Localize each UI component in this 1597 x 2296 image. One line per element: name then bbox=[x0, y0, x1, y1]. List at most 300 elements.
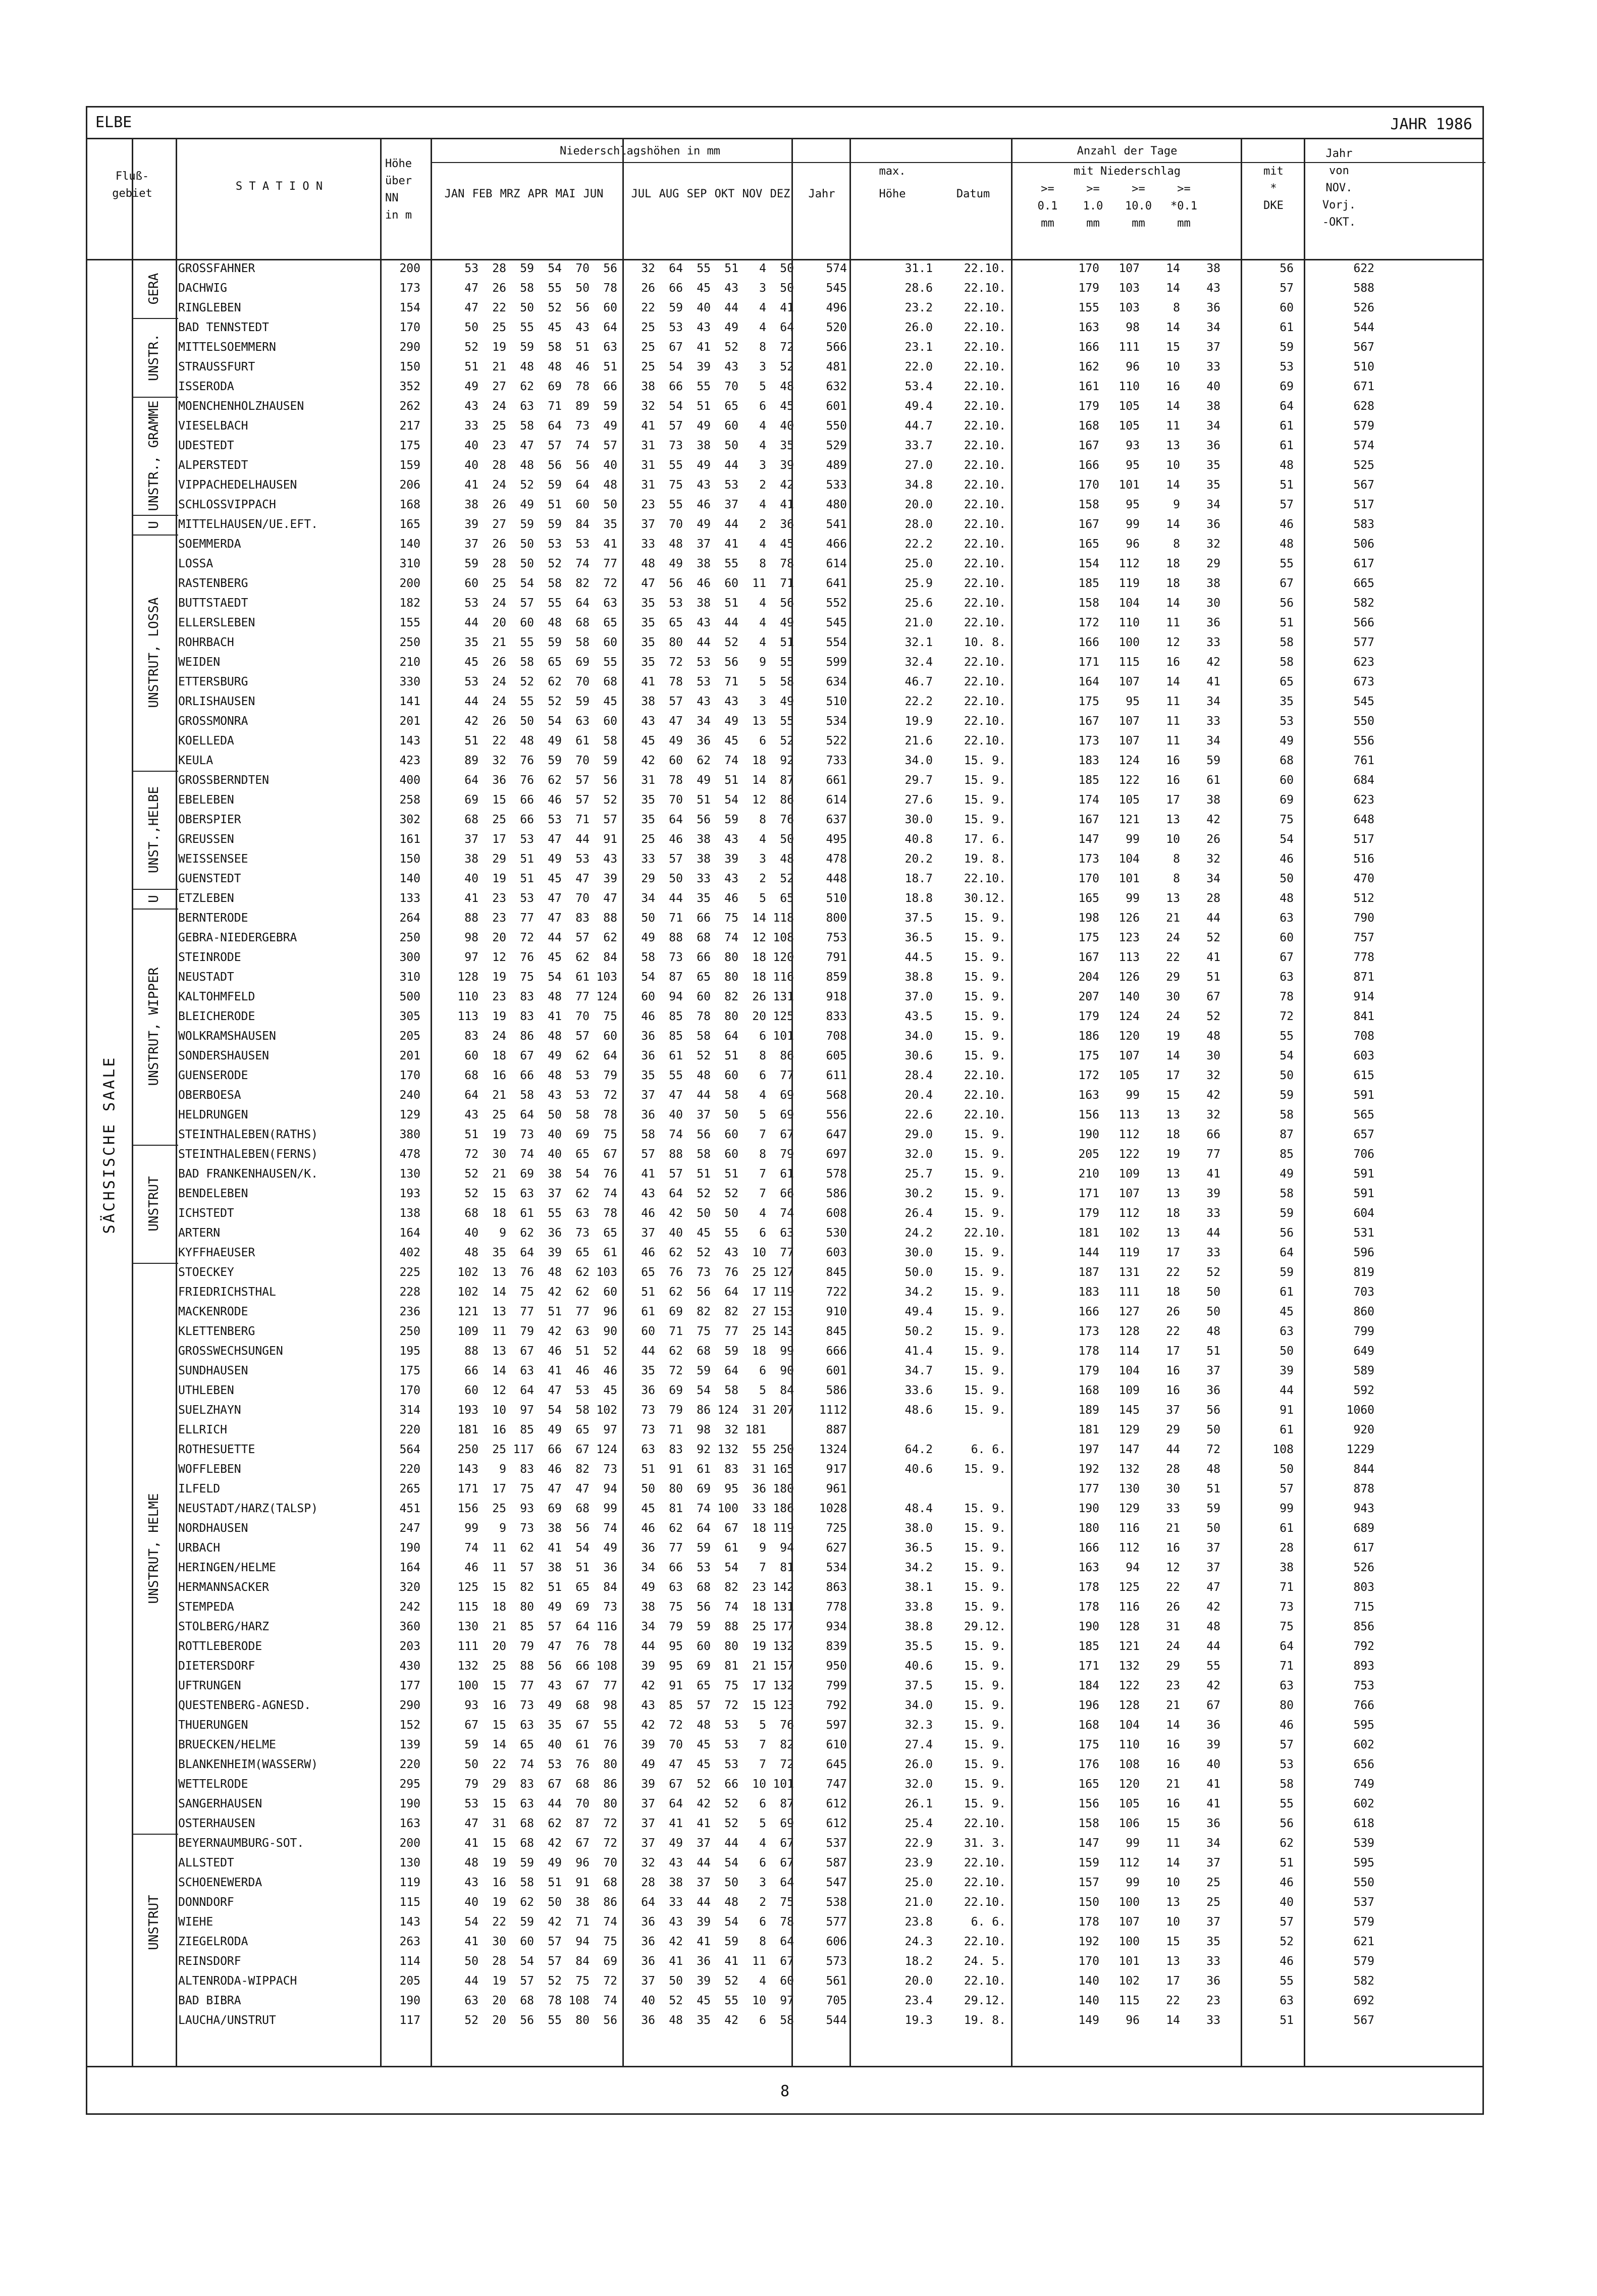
month-cell-1: 15 bbox=[492, 1837, 506, 1850]
month-cell-8: 58 bbox=[697, 1148, 711, 1161]
month-cell-9: 43 bbox=[724, 833, 738, 846]
month-cell-10: 4 bbox=[759, 262, 766, 275]
month-cell-4: 59 bbox=[575, 695, 590, 708]
month-cell-1: 16 bbox=[492, 1699, 506, 1712]
month-cell-3: 57 bbox=[548, 1620, 562, 1633]
month-cell-1: 19 bbox=[492, 1010, 506, 1023]
month-cell-5: 98 bbox=[603, 1699, 617, 1712]
month-cell-2: 67 bbox=[520, 1345, 534, 1358]
max-hoehe-cell: 64.2 bbox=[904, 1443, 933, 1456]
days-cell-1: 101 bbox=[1119, 1955, 1140, 1968]
jahr-cell: 573 bbox=[826, 1955, 847, 1968]
month-cell-11: 81 bbox=[780, 1561, 794, 1574]
month-cell-6: 42 bbox=[641, 1719, 655, 1732]
days-cell-0: 154 bbox=[1078, 557, 1099, 570]
month-cell-9: 59 bbox=[724, 1935, 738, 1948]
days-cell-3: 37 bbox=[1206, 1915, 1220, 1929]
month-cell-1: 22 bbox=[492, 1915, 506, 1929]
jahr-nov-cell: 565 bbox=[1353, 1108, 1374, 1122]
station-name: SUNDHAUSEN bbox=[178, 1364, 248, 1377]
month-cell-9: 53 bbox=[724, 1758, 738, 1771]
month-cell-8: 66 bbox=[697, 912, 711, 925]
days-cell-0: 198 bbox=[1078, 912, 1099, 925]
month-cell-5: 64 bbox=[603, 321, 617, 334]
dke-cell: 53 bbox=[1280, 1758, 1294, 1771]
days-cell-0: 164 bbox=[1078, 675, 1099, 688]
days-cell-0: 167 bbox=[1078, 518, 1099, 531]
jahr-nov-cell: 579 bbox=[1353, 1955, 1374, 1968]
month-cell-7: 57 bbox=[669, 1167, 683, 1181]
month-cell-7: 43 bbox=[669, 1915, 683, 1929]
month-cell-6: 28 bbox=[641, 1876, 655, 1889]
month-cell-2: 68 bbox=[520, 1994, 534, 2007]
title-bar bbox=[87, 108, 1482, 139]
jahr-cell: 950 bbox=[826, 1660, 847, 1673]
hoehe-cell: 236 bbox=[399, 1305, 420, 1318]
days-cell-3: 34 bbox=[1206, 498, 1220, 511]
days-cell-1: 104 bbox=[1119, 852, 1140, 866]
days-cell-2: 13 bbox=[1166, 439, 1180, 452]
days-cell-0: 158 bbox=[1078, 498, 1099, 511]
month-cell-6: 61 bbox=[641, 1305, 655, 1318]
days-cell-3: 37 bbox=[1206, 1364, 1220, 1377]
month-cell-0: 40 bbox=[464, 1226, 478, 1240]
month-cell-0: 52 bbox=[464, 341, 478, 354]
month-cell-9: 52 bbox=[724, 1817, 738, 1830]
days-cell-2: 37 bbox=[1166, 1404, 1180, 1417]
max-datum-cell: 15. 9. bbox=[964, 1404, 1006, 1417]
dke-cell: 63 bbox=[1280, 912, 1294, 925]
month-cell-7: 42 bbox=[669, 1207, 683, 1220]
month-cell-7: 79 bbox=[669, 1404, 683, 1417]
max-hoehe-cell: 34.2 bbox=[904, 1561, 933, 1574]
jahr-nov-cell: 531 bbox=[1353, 1226, 1374, 1240]
table-row bbox=[87, 1696, 1482, 1716]
max-datum-cell: 15. 9. bbox=[964, 1463, 1006, 1476]
max-hoehe-cell: 23.8 bbox=[904, 1915, 933, 1929]
month-cell-9: 44 bbox=[724, 301, 738, 314]
dke-cell: 61 bbox=[1280, 321, 1294, 334]
month-cell-9: 43 bbox=[724, 1246, 738, 1259]
max-datum-cell: 15. 9. bbox=[964, 1148, 1006, 1161]
month-cell-5: 60 bbox=[603, 301, 617, 314]
days-cell-2: 21 bbox=[1166, 1778, 1180, 1791]
month-cell-2: 56 bbox=[520, 2014, 534, 2027]
month-cell-1: 15 bbox=[492, 1679, 506, 1692]
river-group-label bbox=[132, 889, 176, 909]
month-cell-1: 22 bbox=[492, 734, 506, 747]
jahr-cell: 448 bbox=[826, 872, 847, 885]
month-cell-3: 41 bbox=[548, 1010, 562, 1023]
jahr-nov-cell: 684 bbox=[1353, 774, 1374, 787]
month-cell-6: 34 bbox=[641, 1561, 655, 1574]
jahr-cell: 566 bbox=[826, 341, 847, 354]
month-cell-9: 52 bbox=[724, 636, 738, 649]
month-cell-7: 88 bbox=[669, 931, 683, 944]
month-cell-1: 31 bbox=[492, 1817, 506, 1830]
max-datum-cell: 15. 9. bbox=[964, 793, 1006, 807]
month-cell-5: 67 bbox=[603, 1148, 617, 1161]
jahr-cell: 603 bbox=[826, 1246, 847, 1259]
hoehe-cell: 177 bbox=[399, 1679, 420, 1692]
max-hoehe-cell: 34.0 bbox=[904, 1699, 933, 1712]
month-cell-2: 80 bbox=[520, 1600, 534, 1614]
month-cell-8: 51 bbox=[697, 1167, 711, 1181]
max-datum-cell: 19. 8. bbox=[964, 2014, 1006, 2027]
month-cell-8: 45 bbox=[697, 1994, 711, 2007]
hoehe-cell: 305 bbox=[399, 1010, 420, 1023]
jahr-nov-cell: 671 bbox=[1353, 380, 1374, 393]
station-name: GEBRA-NIEDERGEBRA bbox=[178, 931, 297, 944]
month-cell-5: 103 bbox=[596, 971, 617, 984]
month-cell-3: 48 bbox=[548, 1069, 562, 1082]
max-hoehe-cell: 40.8 bbox=[904, 833, 933, 846]
month-cell-8: 44 bbox=[697, 1089, 711, 1102]
river-group-label bbox=[132, 1263, 176, 1834]
month-cell-2: 86 bbox=[520, 1030, 534, 1043]
max-hoehe-cell: 38.1 bbox=[904, 1581, 933, 1594]
month-cell-10: 4 bbox=[759, 616, 766, 629]
max-datum-cell: 22.10. bbox=[964, 616, 1006, 629]
days-cell-1: 116 bbox=[1119, 1522, 1140, 1535]
month-cell-6: 31 bbox=[641, 459, 655, 472]
jahr-nov-cell: 579 bbox=[1353, 419, 1374, 433]
max-datum-cell: 15. 9. bbox=[964, 1246, 1006, 1259]
month-cell-8: 59 bbox=[697, 1541, 711, 1555]
table-row bbox=[87, 771, 1482, 790]
days-cell-2: 14 bbox=[1166, 262, 1180, 275]
month-cell-4: 73 bbox=[575, 1226, 590, 1240]
month-cell-0: 83 bbox=[464, 1030, 478, 1043]
hoehe-cell: 314 bbox=[399, 1404, 420, 1417]
month-cell-7: 46 bbox=[669, 833, 683, 846]
month-cell-8: 53 bbox=[697, 656, 711, 669]
dke-cell: 40 bbox=[1280, 1896, 1294, 1909]
max-datum-cell: 19. 8. bbox=[964, 852, 1006, 866]
month-cell-10: 15 bbox=[752, 1699, 766, 1712]
days-cell-1: 122 bbox=[1119, 774, 1140, 787]
month-cell-5: 59 bbox=[603, 754, 617, 767]
dke-cell: 54 bbox=[1280, 833, 1294, 846]
month-cell-9: 54 bbox=[724, 1856, 738, 1870]
days-cell-2: 22 bbox=[1166, 1325, 1180, 1338]
dke-cell: 56 bbox=[1280, 1817, 1294, 1830]
days-cell-1: 132 bbox=[1119, 1463, 1140, 1476]
month-cell-9: 70 bbox=[724, 380, 738, 393]
month-cell-9: 51 bbox=[724, 597, 738, 610]
month-cell-4: 65 bbox=[575, 1246, 590, 1259]
jahr-nov-cell: 567 bbox=[1353, 2014, 1374, 2027]
month-cell-10: 18 bbox=[752, 1345, 766, 1358]
month-cell-5: 116 bbox=[596, 1620, 617, 1633]
month-cell-8: 52 bbox=[697, 1049, 711, 1062]
month-cell-11: 153 bbox=[773, 1305, 794, 1318]
month-cell-10: 4 bbox=[759, 833, 766, 846]
month-cell-1: 19 bbox=[492, 341, 506, 354]
jahr-cell: 495 bbox=[826, 833, 847, 846]
month-cell-11: 51 bbox=[780, 636, 794, 649]
month-cell-5: 86 bbox=[603, 1896, 617, 1909]
days-cell-3: 67 bbox=[1206, 1699, 1220, 1712]
month-cell-2: 79 bbox=[520, 1640, 534, 1653]
month-cell-10: 6 bbox=[759, 734, 766, 747]
jahr-nov-cell: 591 bbox=[1353, 1089, 1374, 1102]
hoehe-cell: 228 bbox=[399, 1286, 420, 1299]
month-cell-2: 63 bbox=[520, 400, 534, 413]
month-cell-2: 51 bbox=[520, 872, 534, 885]
month-cell-1: 25 bbox=[492, 1443, 506, 1456]
month-cell-8: 46 bbox=[697, 577, 711, 590]
days-cell-2: 14 bbox=[1166, 478, 1180, 492]
month-cell-4: 54 bbox=[575, 1541, 590, 1555]
station-name: BLANKENHEIM(WASSERW) bbox=[178, 1758, 318, 1771]
month-cell-11: 143 bbox=[773, 1325, 794, 1338]
group-separator bbox=[132, 1263, 178, 1264]
month-cell-5: 74 bbox=[603, 1187, 617, 1200]
table-row bbox=[87, 397, 1482, 416]
month-cell-4: 53 bbox=[575, 1384, 590, 1397]
max-hoehe-cell: 32.0 bbox=[904, 1148, 933, 1161]
month-cell-7: 77 bbox=[669, 1541, 683, 1555]
month-cell-2: 75 bbox=[520, 971, 534, 984]
hoehe-cell: 170 bbox=[399, 1069, 420, 1082]
table-row bbox=[87, 1657, 1482, 1676]
month-cell-8: 49 bbox=[697, 459, 711, 472]
jahr-cell: 637 bbox=[826, 813, 847, 826]
month-cell-7: 55 bbox=[669, 459, 683, 472]
month-cell-4: 69 bbox=[575, 1600, 590, 1614]
max-hoehe-cell: 28.6 bbox=[904, 282, 933, 295]
hoehe-cell: 250 bbox=[399, 931, 420, 944]
month-cell-9: 80 bbox=[724, 971, 738, 984]
station-name: MACKENRODE bbox=[178, 1305, 248, 1318]
station-name: STEINTHALEBEN(RATHS) bbox=[178, 1128, 318, 1141]
station-name: VIPPACHEDELHAUSEN bbox=[178, 478, 297, 492]
max-datum-cell: 22.10. bbox=[964, 715, 1006, 728]
days-cell-3: 34 bbox=[1206, 695, 1220, 708]
month-cell-10: 10 bbox=[752, 1778, 766, 1791]
month-cell-4: 67 bbox=[575, 1443, 590, 1456]
month-cell-0: 52 bbox=[464, 1167, 478, 1181]
max-hoehe-cell: 36.5 bbox=[904, 1541, 933, 1555]
max-hoehe-cell: 19.9 bbox=[904, 715, 933, 728]
table-row bbox=[87, 751, 1482, 771]
group-separator bbox=[132, 318, 178, 319]
month-cell-10: 5 bbox=[759, 1108, 766, 1122]
month-cell-10: 2 bbox=[759, 872, 766, 885]
station-name: BEYERNAUMBURG-SOT. bbox=[178, 1837, 304, 1850]
month-cell-6: 43 bbox=[641, 1699, 655, 1712]
month-cell-4: 56 bbox=[575, 301, 590, 314]
days-cell-1: 100 bbox=[1119, 1896, 1140, 1909]
month-cell-1: 19 bbox=[492, 1128, 506, 1141]
month-cell-4: 73 bbox=[575, 419, 590, 433]
month-cell-5: 80 bbox=[603, 1758, 617, 1771]
month-cell-0: 50 bbox=[464, 1955, 478, 1968]
month-cell-2: 66 bbox=[520, 813, 534, 826]
hoehe-cell: 290 bbox=[399, 341, 420, 354]
river-group-text: UNSTRUT bbox=[146, 1176, 162, 1232]
month-cell-6: 36 bbox=[641, 1541, 655, 1555]
month-cell-1: 9 bbox=[499, 1522, 506, 1535]
jahr-nov-cell: 799 bbox=[1353, 1325, 1374, 1338]
month-cell-5: 69 bbox=[603, 1955, 617, 1968]
month-cell-6: 35 bbox=[641, 1364, 655, 1377]
table-row bbox=[87, 1046, 1482, 1066]
days-cell-3: 50 bbox=[1206, 1286, 1220, 1299]
month-cell-9: 60 bbox=[724, 1128, 738, 1141]
month-cell-8: 69 bbox=[697, 1482, 711, 1496]
month-cell-9: 83 bbox=[724, 1463, 738, 1476]
days-cell-2: 24 bbox=[1166, 931, 1180, 944]
month-cell-6: 37 bbox=[641, 1226, 655, 1240]
hoehe-cell: 200 bbox=[399, 1837, 420, 1850]
month-cell-6: 32 bbox=[641, 1856, 655, 1870]
month-cell-11: 165 bbox=[773, 1463, 794, 1476]
month-cell-5: 43 bbox=[603, 852, 617, 866]
hoehe-cell: 564 bbox=[399, 1443, 420, 1456]
days-cell-1: 124 bbox=[1119, 1010, 1140, 1023]
month-cell-1: 24 bbox=[492, 597, 506, 610]
days-cell-3: 48 bbox=[1206, 1463, 1220, 1476]
month-cell-8: 44 bbox=[697, 1856, 711, 1870]
hoehe-cell: 402 bbox=[399, 1246, 420, 1259]
dke-cell: 64 bbox=[1280, 400, 1294, 413]
jahr-cell: 1028 bbox=[819, 1502, 847, 1515]
jahr-nov-cell: 648 bbox=[1353, 813, 1374, 826]
month-cell-10: 2 bbox=[759, 478, 766, 492]
max-hoehe-cell: 25.0 bbox=[904, 1876, 933, 1889]
hoehe-cell: 240 bbox=[399, 1089, 420, 1102]
table-row bbox=[87, 1952, 1482, 1971]
month-cell-3: 53 bbox=[548, 538, 562, 551]
days-cell-0: 170 bbox=[1078, 478, 1099, 492]
month-cell-2: 67 bbox=[520, 1049, 534, 1062]
month-cell-11: 67 bbox=[780, 1856, 794, 1870]
max-datum-cell: 22.10. bbox=[964, 1089, 1006, 1102]
month-cell-2: 58 bbox=[520, 282, 534, 295]
month-cell-8: 52 bbox=[697, 1187, 711, 1200]
jahr-cell: 534 bbox=[826, 715, 847, 728]
jahr-cell: 733 bbox=[826, 754, 847, 767]
month-cell-0: 53 bbox=[464, 262, 478, 275]
days-cell-0: 167 bbox=[1078, 715, 1099, 728]
month-cell-10: 12 bbox=[752, 793, 766, 807]
days-cell-3: 25 bbox=[1206, 1896, 1220, 1909]
month-cell-1: 14 bbox=[492, 1286, 506, 1299]
max-hoehe-cell: 20.0 bbox=[904, 498, 933, 511]
days-cell-1: 104 bbox=[1119, 1364, 1140, 1377]
days-cell-1: 113 bbox=[1119, 1108, 1140, 1122]
hoehe-cell: 163 bbox=[399, 1817, 420, 1830]
days-cell-3: 41 bbox=[1206, 1167, 1220, 1181]
days-cell-0: 168 bbox=[1078, 419, 1099, 433]
jahr-cell: 466 bbox=[826, 538, 847, 551]
month-cell-11: 66 bbox=[780, 1187, 794, 1200]
days-cell-2: 15 bbox=[1166, 1817, 1180, 1830]
month-cell-11: 65 bbox=[780, 892, 794, 905]
days-cell-0: 207 bbox=[1078, 990, 1099, 1003]
table-row bbox=[87, 830, 1482, 849]
month-cell-9: 100 bbox=[717, 1502, 738, 1515]
jahr-cell: 641 bbox=[826, 577, 847, 590]
month-cell-11: 86 bbox=[780, 1049, 794, 1062]
max-datum-cell: 29.12. bbox=[964, 1620, 1006, 1633]
month-cell-7: 83 bbox=[669, 1443, 683, 1456]
month-cell-11: 131 bbox=[773, 990, 794, 1003]
station-name: SCHOENEWERDA bbox=[178, 1876, 262, 1889]
days-cell-3: 33 bbox=[1206, 715, 1220, 728]
hoehe-cell: 220 bbox=[399, 1423, 420, 1436]
jahr-cell: 538 bbox=[826, 1896, 847, 1909]
month-cell-7: 66 bbox=[669, 1561, 683, 1574]
days-cell-2: 15 bbox=[1166, 1089, 1180, 1102]
max-hoehe-cell: 33.6 bbox=[904, 1384, 933, 1397]
jahr-cell: 918 bbox=[826, 990, 847, 1003]
jahr-cell: 556 bbox=[826, 1108, 847, 1122]
jahr-cell: 917 bbox=[826, 1463, 847, 1476]
month-cell-9: 60 bbox=[724, 1069, 738, 1082]
days-cell-1: 110 bbox=[1119, 1738, 1140, 1751]
days-cell-1: 107 bbox=[1119, 1049, 1140, 1062]
dke-cell: 87 bbox=[1280, 1128, 1294, 1141]
month-cell-7: 40 bbox=[669, 1226, 683, 1240]
dke-cell: 58 bbox=[1280, 636, 1294, 649]
month-cell-9: 54 bbox=[724, 1561, 738, 1574]
month-cell-6: 38 bbox=[641, 695, 655, 708]
month-cell-9: 50 bbox=[724, 1207, 738, 1220]
station-name: FRIEDRICHSTHAL bbox=[178, 1286, 276, 1299]
station-name: GROSSFAHNER bbox=[178, 262, 255, 275]
dke-cell: 61 bbox=[1280, 1522, 1294, 1535]
month-cell-8: 51 bbox=[697, 793, 711, 807]
month-cell-0: 143 bbox=[457, 1463, 478, 1476]
days-cell-0: 192 bbox=[1078, 1935, 1099, 1948]
river-group-label bbox=[132, 771, 176, 889]
month-cell-7: 40 bbox=[669, 1108, 683, 1122]
month-cell-4: 57 bbox=[575, 1030, 590, 1043]
month-cell-3: 56 bbox=[548, 459, 562, 472]
month-cell-8: 33 bbox=[697, 872, 711, 885]
days-cell-1: 116 bbox=[1119, 1600, 1140, 1614]
month-cell-10: 11 bbox=[752, 1955, 766, 1968]
threshold-header-1: >= 1.0 mm bbox=[1083, 183, 1103, 230]
month-cell-7: 72 bbox=[669, 1719, 683, 1732]
month-cell-11: 41 bbox=[780, 498, 794, 511]
month-cell-7: 73 bbox=[669, 951, 683, 964]
month-cell-3: 40 bbox=[548, 1738, 562, 1751]
month-cell-9: 49 bbox=[724, 715, 738, 728]
month-cell-4: 75 bbox=[575, 1974, 590, 1988]
month-cell-1: 26 bbox=[492, 498, 506, 511]
month-cell-11: 132 bbox=[773, 1679, 794, 1692]
month-cell-2: 97 bbox=[520, 1404, 534, 1417]
max-hoehe-cell: 22.0 bbox=[904, 360, 933, 373]
month-cell-8: 35 bbox=[697, 892, 711, 905]
month-cell-10: 18 bbox=[752, 1522, 766, 1535]
month-cell-1: 25 bbox=[492, 1108, 506, 1122]
month-cell-3: 52 bbox=[548, 695, 562, 708]
month-cell-4: 82 bbox=[575, 1463, 590, 1476]
station-name: BLEICHERODE bbox=[178, 1010, 255, 1023]
month-cell-10: 7 bbox=[759, 1738, 766, 1751]
month-cell-6: 29 bbox=[641, 872, 655, 885]
days-cell-1: 107 bbox=[1119, 262, 1140, 275]
station-name: BENDELEBEN bbox=[178, 1187, 248, 1200]
month-cell-11: 74 bbox=[780, 1207, 794, 1220]
month-cell-0: 35 bbox=[464, 636, 478, 649]
max-datum-cell: 22.10. bbox=[964, 675, 1006, 688]
